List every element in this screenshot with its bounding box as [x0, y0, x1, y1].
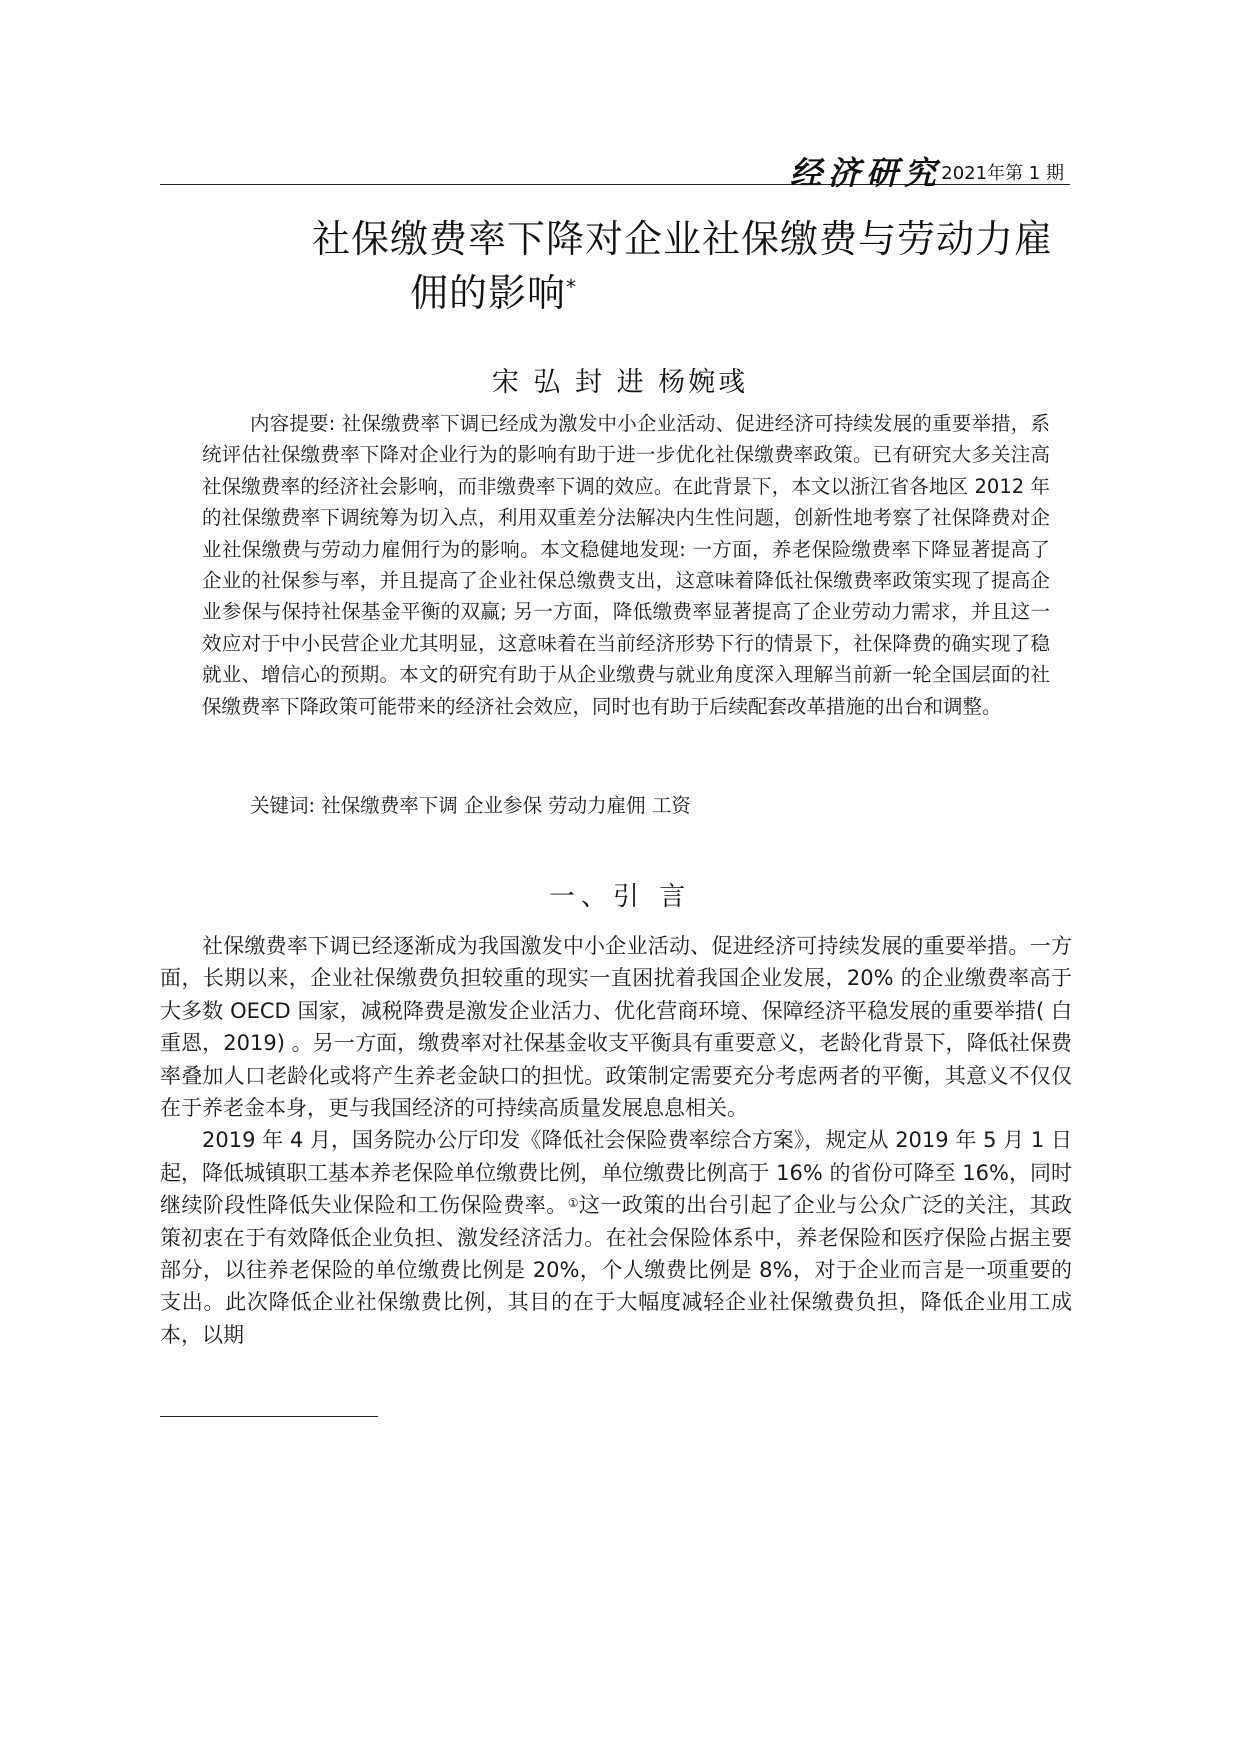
body-paragraph-2-part-b: 这一政策的出台引起了企业与公众广泛的关注，其政策初衷在于有效降低企业负担、激发经济活力。在社会保险体系中，养老保险和医疗保险占据主要部分，以往养老保险的单位缴费比例是 20%，个人缴费比例是 8%，对于企业而言是一项重要的支出。此次降低企业社保缴费比例，其目的在于大幅度减轻企业社保缴费负担，降低企业用工成本，以期: [160, 1193, 1072, 1347]
title-line-2: [312, 266, 1092, 320]
article-title: [312, 212, 1092, 320]
body-paragraph-1: 社保缴费率下调已经逐渐成为我国激发中小企业活动、促进经济可持续发展的重要举措。一方面，长期以来，企业社保缴费负担较重的现实一直困扰着我国企业发展，20% 的企业缴费率高于大多数 OECD 国家，减税降费是激发企业活力、优化营商环境、保障经济平稳发展的重要举措( 白重恩，2019) 。另一方面，缴费率对社保基金收支平衡具有重要意义，老龄化背景下，降低社保费率叠加人口老龄化或将产生养老金缺口的担忧。政策制定需要充分考虑两者的平衡，其意义不仅仅在于养老金本身，更与我国经济的可持续高质量发展息息相关。: [160, 934, 1072, 1121]
keywords-text: 社保缴费率下调 企业参保 劳动力雇佣 工资: [315, 794, 691, 817]
footnote-separator: [160, 1416, 378, 1417]
abstract-text: 社保缴费率下调已经成为激发中小企业活动、促进经济可持续发展的重要举措，系统评估社保缴费率下降对企业行为的影响有助于进一步优化社保缴费率政策。已有研究大多关注高社保缴费率的经济社会影响，而非缴费率下调的效应。在此背景下，本文以浙江省各地区 2012 年的社保缴费率下调统筹为切入点，利用双重差分法解决内生性问题，创新性地考察了社保降费对企业社保缴费与劳动力雇佣行为的影响。本文稳健地发现: 一方面，养老保险缴费率下降显著提高了企业的社保参与率，并且提高了企业社保总缴费支出，这意味着降低社保缴费率政策实现了提高企业参保与保持社保基金平衡的双赢; 另一方面，降低缴费率显著提高了企业劳动力需求，并且这一效应对于中小民营企业尤其明显，这意味着在当前经济形势下行的情景下，社保降费的确实现了稳就业、增信心的预期。本文的研究有助于从企业缴费与就业角度深入理解当前新一轮全国层面的社保缴费率下降政策可能带来的经济社会效应，同时也有助于后续配套改革措施的出台和调整。: [202, 412, 1050, 718]
running-header: [160, 148, 1070, 192]
body-paragraph-2: [160, 1124, 1072, 1351]
authors: 宋 弘 封 进 杨婉彧: [491, 367, 749, 398]
journal-name: 经济研究: [789, 154, 942, 192]
title-footnote-mark: *: [566, 275, 578, 299]
body-paragraph-2-part-a: 2019 年 4 月，国务院办公厅印发《降低社会保险费率综合方案》，规定从 2019 年 5 月 1 日起，降低城镇职工基本养老保险单位缴费比例，单位缴费比例高于 16% 的省份可降至 16%，同时继续阶段性降低失业保险和工伤保险费率。: [160, 1128, 1072, 1218]
body-text: [160, 930, 1072, 1351]
title-line-1: 社保缴费率下降对企业社保缴费与劳动力雇: [312, 217, 1054, 261]
keywords-label: 关键词:: [250, 794, 316, 817]
footnote-reference[interactable]: ①: [567, 1196, 579, 1211]
abstract: [202, 408, 1050, 722]
title-line-2-text: 佣的影响: [410, 271, 567, 315]
abstract-label: 内容提要:: [250, 412, 336, 435]
section-heading-introduction: 一、引 言: [548, 882, 692, 912]
issue-number: 2021年第 1 期: [941, 163, 1064, 184]
abstract-paragraph: [202, 408, 1050, 722]
keywords: [250, 790, 691, 818]
